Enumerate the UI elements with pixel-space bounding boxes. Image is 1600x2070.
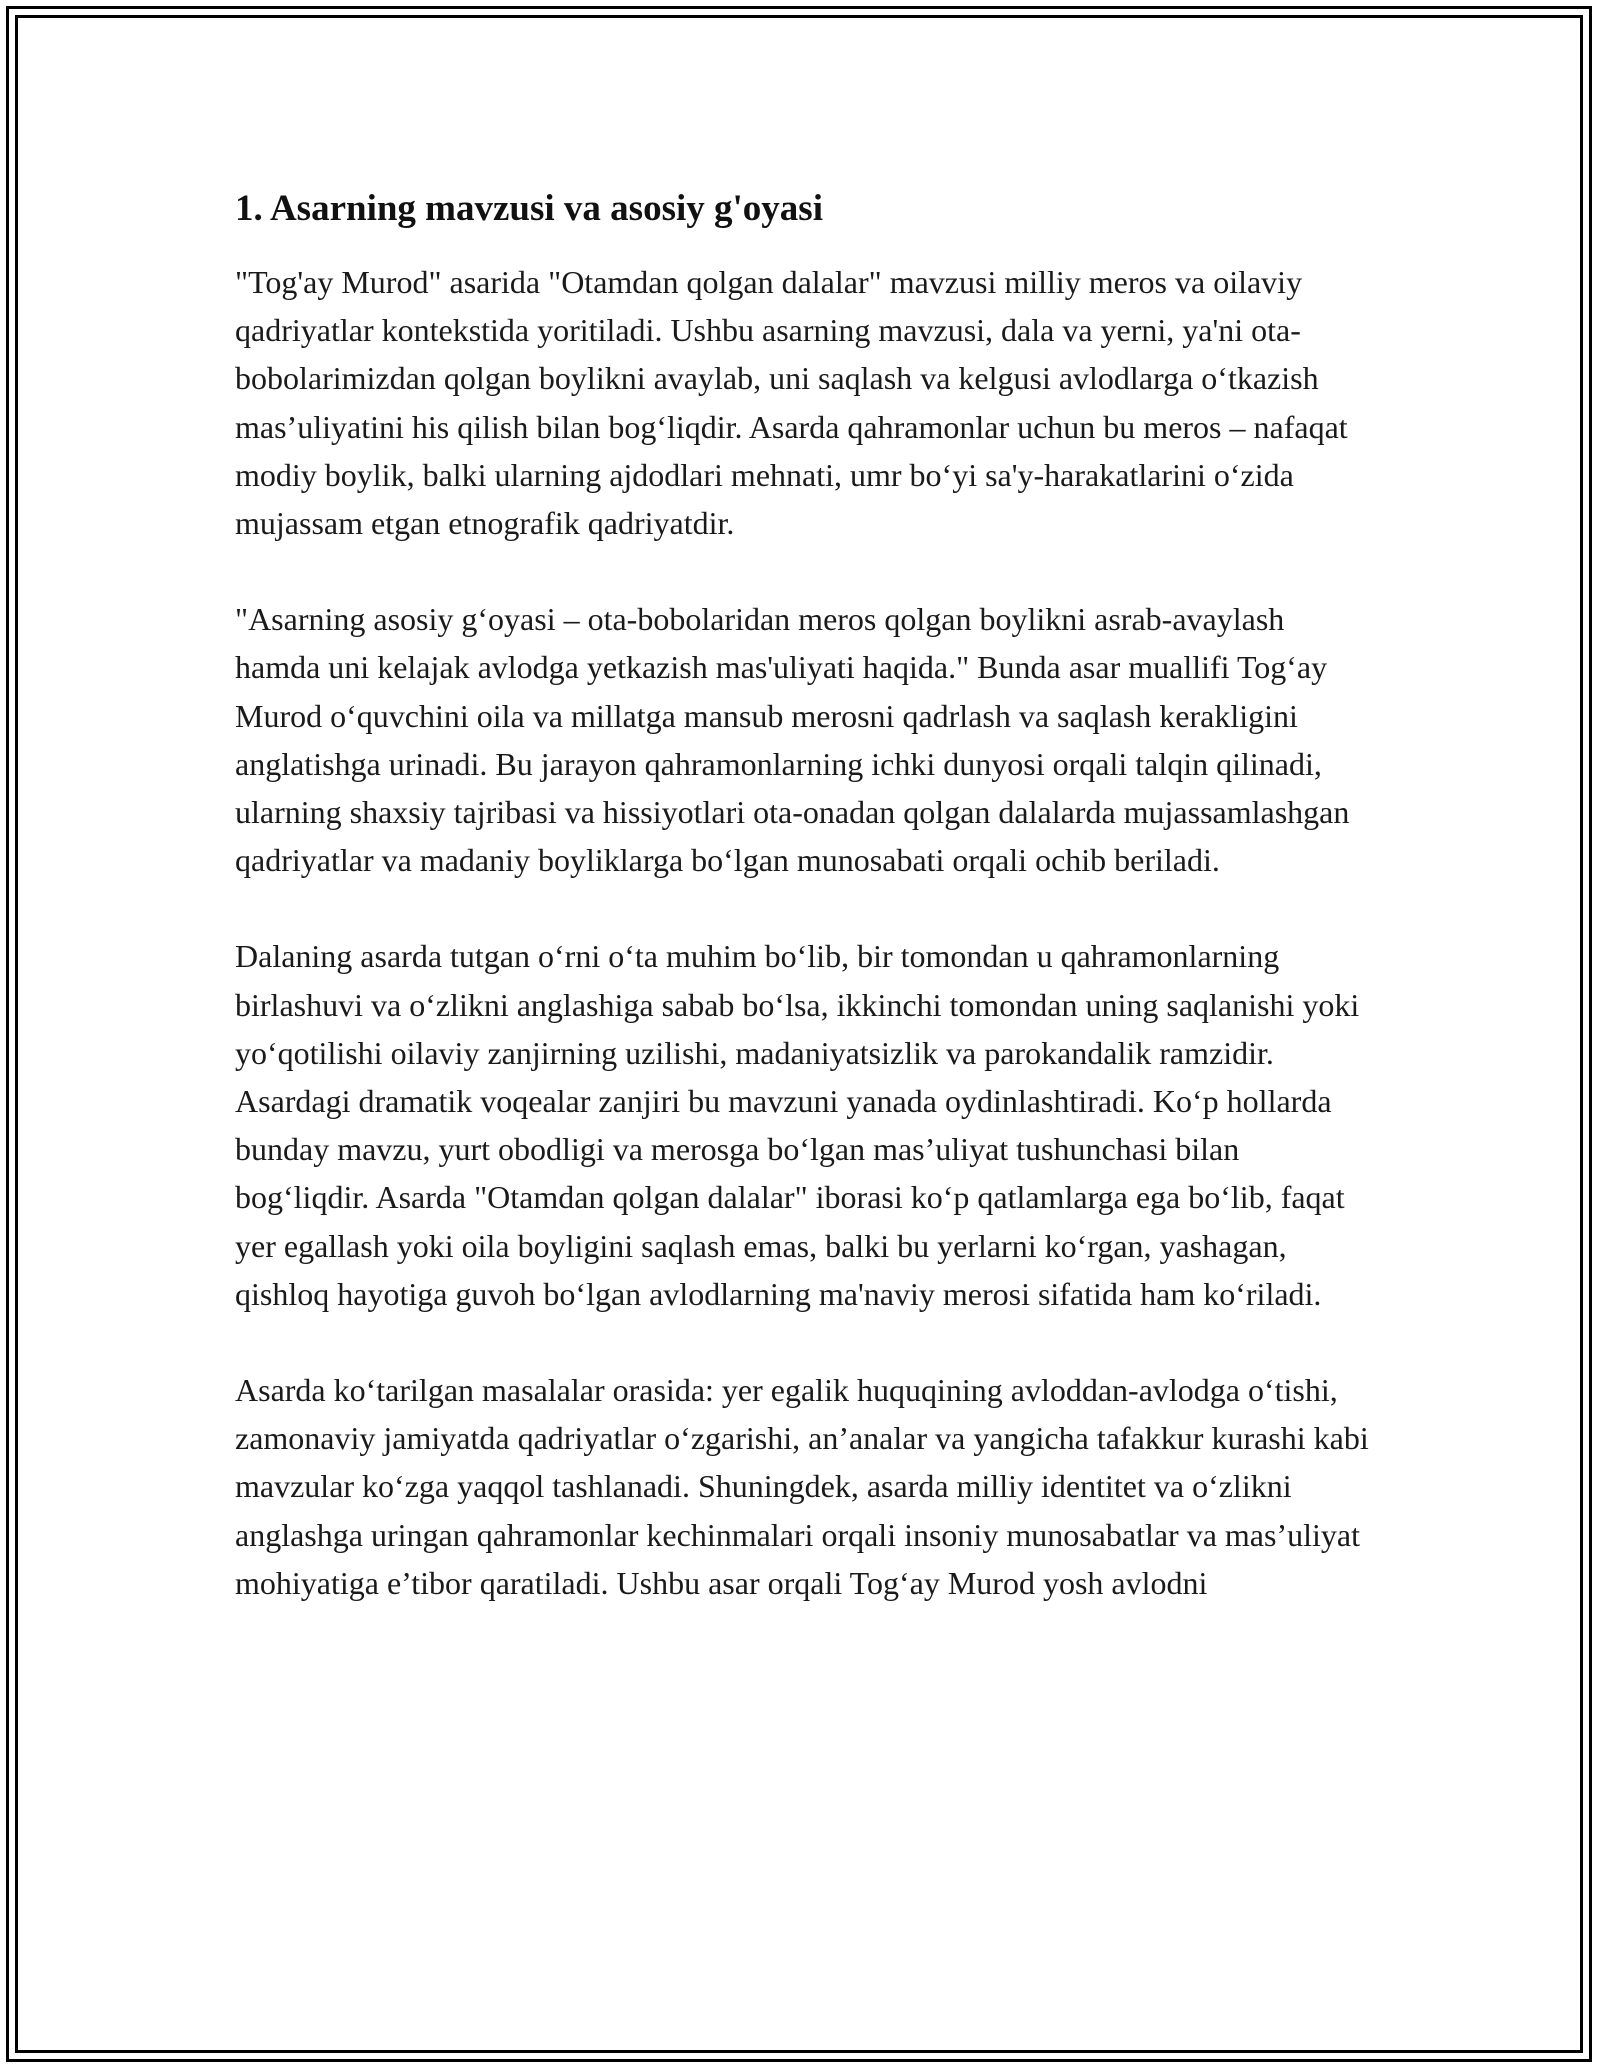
paragraph-4: Asarda ko‘tarilgan masalalar orasida: yer egalik huquqining avloddan-avlodga o‘tishi, zamonaviy jamiyatda qadriyatlar o‘zgarishi, an’analar va yangicha tafakkur kurashi kabi mavzular ko‘zga yaqqol tashlanadi. Shuningdek, asarda milliy identitet va o‘zlikni anglashga uringan qahramonlar kechinmalari orqali insoniy munosabatlar va mas’uliyat mohiyatiga e’tibor qaratiladi. Ushbu asar orqali Tog‘ay Murod yosh avlodni <box>235 1372 1369 1601</box>
paragraph-1: "Tog'ay Murod" asarida "Otamdan qolgan dalalar" mavzusi milliy meros va oilaviy qadriyatlar kontekstida yoritiladi. Ushbu asarning mavzusi, dala va yerni, ya'ni ota-bobolarimizdan qolgan boylikni avaylab, uni saqlash va kelgusi avlodlarga o‘tkazish mas’uliyatini his qilish bilan bog‘liqdir. Asarda qahramonlar uchun bu meros – nafaqat modiy boylik, balki ularning ajdodlari mehnati, umr bo‘yi sa'y-harakatlarini o‘zida mujassam etgan etnografik qadriyatdir. <box>235 264 1348 542</box>
paragraph-3: Dalaning asarda tutgan o‘rni o‘ta muhim bo‘lib, bir tomondan u qahramonlarning birlashuvi va o‘zlikni anglashiga sabab bo‘lsa, ikkinchi tomondan uning saqlanishi yoki yo‘qotilishi oilaviy zanjirning uzilishi, madaniyatsizlik va parokandalik ramzidir. Asardagi dramatik voqealar zanjiri bu mavzuni yanada oydinlashtiradi. Ko‘p hollarda bunday mavzu, yurt obodligi va merosga bo‘lgan mas’uliyat tushunchasi bilan bog‘liqdir. Asarda "Otamdan qolgan dalalar" iborasi ko‘p qatlamlarga ega bo‘lib, faqat yer egallash yoki oila boyligini saqlash emas, balki bu yerlarni ko‘rgan, yashagan, qishloq hayotiga guvoh bo‘lgan avlodlarning ma'naviy merosi sifatida ham ko‘riladi. <box>235 938 1360 1312</box>
paragraph-2: "Asarning asosiy g‘oyasi – ota-bobolaridan meros qolgan boylikni asrab-avaylash hamda uni kelajak avlodga yetkazish mas'uliyati haqida." Bunda asar muallifi Tog‘ay Murod o‘quvchini oila va millatga mansub merosni qadrlash va saqlash kerakligini anglatishga urinadi. Bu jarayon qahramonlarning ichki dunyosi orqali talqin qilinadi, ularning shaxsiy tajribasi va hissiyotlari ota-onadan qolgan dalalarda mujassamlashgan qadriyatlar va madaniy boyliklarga bo‘lgan munosabati orqali ochib beriladi. <box>235 601 1350 879</box>
document-body <box>235 186 1375 1655</box>
section-heading: 1. Asarning mavzusi va asosiy g'oyasi <box>235 188 823 229</box>
